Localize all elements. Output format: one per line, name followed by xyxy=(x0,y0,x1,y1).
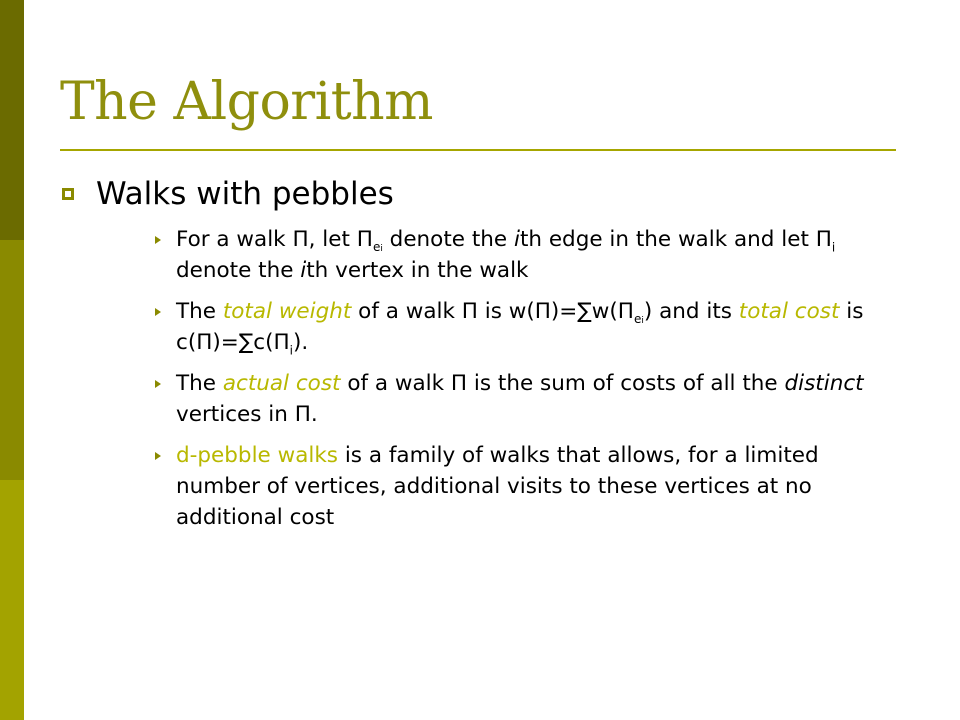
main-bullet xyxy=(60,176,394,212)
sub-bullet-list xyxy=(166,224,896,543)
text-span: ). xyxy=(293,330,309,355)
square-bullet-icon xyxy=(62,188,74,200)
text-span: th vertex in the walk xyxy=(306,258,529,283)
subscript: e xyxy=(633,312,642,327)
text-span: of a walk Π is the sum of costs of all the xyxy=(340,371,785,396)
highlighted-term: actual cost xyxy=(222,371,341,396)
side-bar-bottom xyxy=(0,480,24,720)
text-span: ) and its xyxy=(643,299,739,324)
text-span: The xyxy=(176,299,223,324)
text-span: is a family of walks that allows, for a limited number of vertices, additional visits to these vertices at no additional cost xyxy=(176,443,819,530)
italic-text: i xyxy=(513,227,520,252)
slide-title: The Algorithm xyxy=(60,72,433,132)
arrow-bullet-icon xyxy=(155,452,161,460)
text-span: of a walk Π is w(Π)=∑w(Π xyxy=(351,299,634,324)
text-span: denote the xyxy=(382,227,514,252)
subscript: i xyxy=(641,316,644,327)
sub-bullet-4 xyxy=(166,440,896,533)
arrow-bullet-icon xyxy=(155,236,161,244)
arrow-bullet-icon xyxy=(155,380,161,388)
highlighted-term: d-pebble walks xyxy=(176,443,338,468)
sub-bullet-2 xyxy=(166,296,896,358)
sub-bullet-1 xyxy=(166,224,896,286)
subscript: i xyxy=(289,343,293,358)
italic-text: distinct xyxy=(784,371,864,396)
text-span: vertices in Π. xyxy=(176,402,318,427)
main-bullet-text: Walks with pebbles xyxy=(96,176,394,212)
side-bar-top xyxy=(0,0,24,240)
highlighted-term: total weight xyxy=(222,299,352,324)
subscript: i xyxy=(380,244,383,255)
title-underline xyxy=(60,149,896,151)
text-span: denote the xyxy=(176,258,301,283)
subscript: i xyxy=(831,240,836,255)
side-bar-middle xyxy=(0,240,24,480)
text-span: th edge in the walk and let Π xyxy=(519,227,832,252)
italic-text: i xyxy=(300,258,307,283)
highlighted-term: total cost xyxy=(738,299,840,324)
arrow-bullet-icon xyxy=(155,308,161,316)
sub-bullet-3 xyxy=(166,368,896,430)
text-span: For a walk Π, let Π xyxy=(176,227,373,252)
subscript: e xyxy=(372,240,381,255)
text-span: The xyxy=(176,371,223,396)
text-span: is c(Π)=∑c(Π xyxy=(176,299,864,355)
